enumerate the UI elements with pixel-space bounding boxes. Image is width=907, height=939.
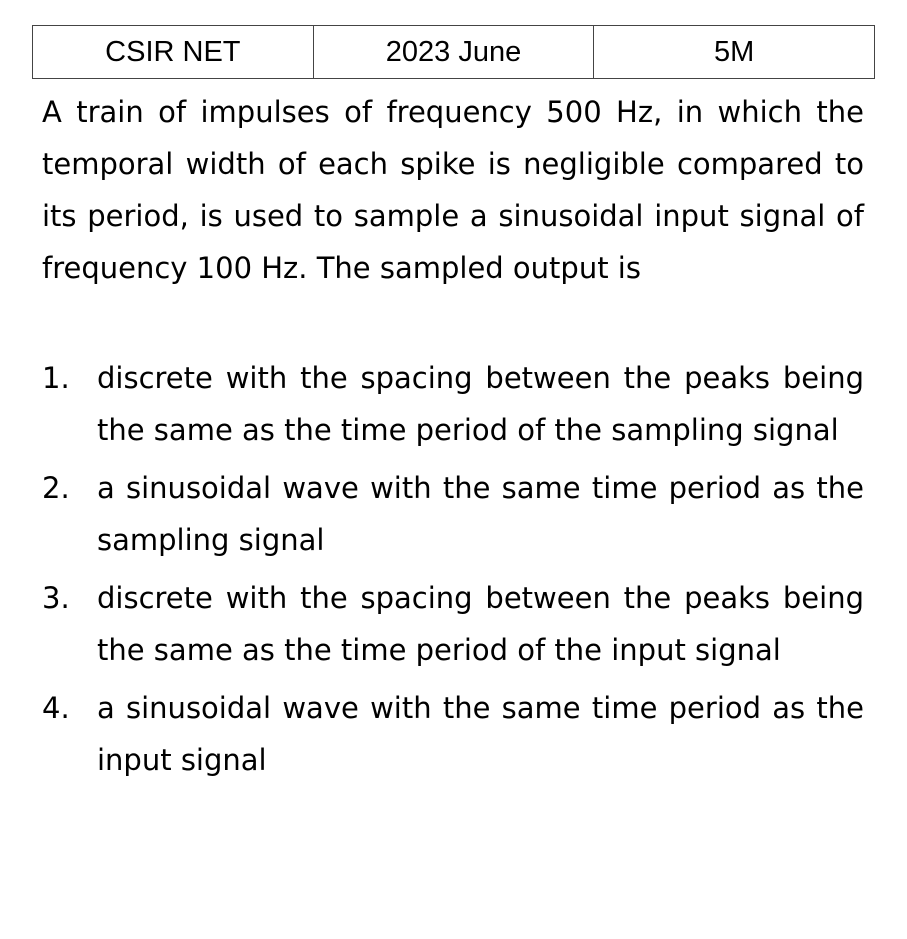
exam-name-cell: CSIR NET <box>33 26 314 79</box>
answer-option-1 <box>42 352 864 456</box>
answer-option-2 <box>42 462 864 566</box>
exam-session-cell: 2023 June <box>313 26 594 79</box>
question-header-table <box>32 25 875 79</box>
answer-options-list <box>42 352 864 792</box>
answer-option-4 <box>42 682 864 786</box>
option-number: 3. <box>42 581 70 615</box>
option-number: 1. <box>42 361 70 395</box>
option-text: discrete with the spacing between the peaks being the same as the time period of the input signal <box>97 581 864 667</box>
question-text: A train of impulses of frequency 500 Hz, in which the temporal width of each spike is negligible compared to its period, is used to sample a sinusoidal input signal of frequency 100 Hz. The sampled output is <box>42 95 864 285</box>
answer-option-3 <box>42 572 864 676</box>
option-text: a sinusoidal wave with the same time period as the sampling signal <box>97 471 864 557</box>
option-text: discrete with the spacing between the peaks being the same as the time period of the sampling signal <box>97 361 864 447</box>
option-number: 4. <box>42 691 70 725</box>
marks-cell: 5M <box>594 26 875 79</box>
option-text: a sinusoidal wave with the same time period as the input signal <box>97 691 864 777</box>
header-row <box>33 26 875 79</box>
option-number: 2. <box>42 471 70 505</box>
